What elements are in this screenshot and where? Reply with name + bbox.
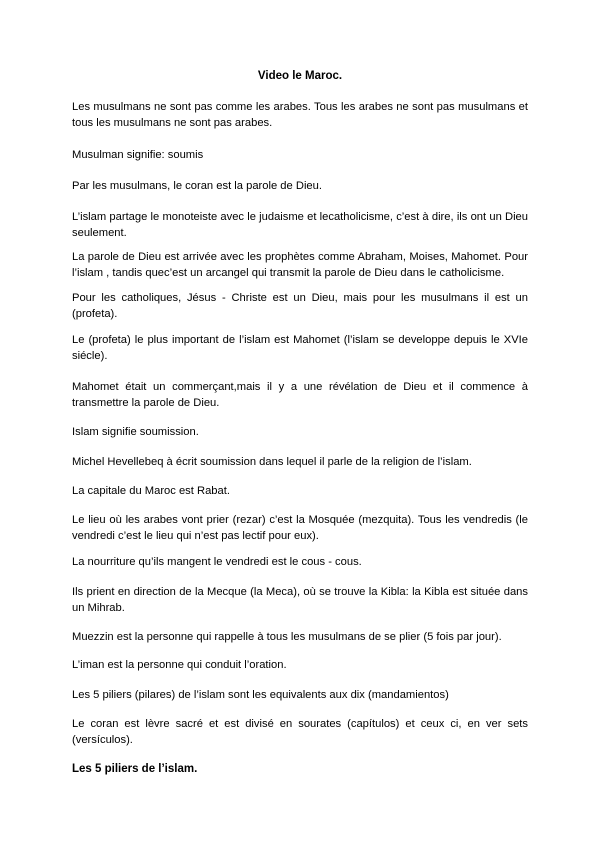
paragraph-13: La nourriture qu’ils mangent le vendredi est le cous - cous.: [72, 556, 362, 568]
paragraph-18: Le coran est lèvre sacré et est divisé en sourates (capítulos) et ceux ci, en ver sets (versículos).: [72, 718, 528, 746]
paragraph-12: Le lieu où les arabes vont prier (rezar) c’est la Mosquée (mezquita). Tous les vendredis (le vendredi c’est le lieu qui n’est pas lectif pour eux).: [72, 514, 528, 542]
paragraph-4: L’islam partage le monoteiste avec le judaisme et lecatholicisme, c’est à dire, ils ont un Dieu seulement.: [72, 211, 528, 239]
paragraph-15: Muezzin est la personne qui rappelle à tous les musulmans de se plier (5 fois par jour).: [72, 631, 502, 643]
paragraph-9: Islam signifie soumission.: [72, 426, 199, 438]
section-heading: Les 5 piliers de l’islam.: [72, 763, 198, 775]
paragraph-6: Pour les catholiques, Jésus - Christe est un Dieu, mais pour les musulmans il est un (profeta).: [72, 292, 528, 320]
paragraph-8: Mahomet était un commerçant,mais il y a une révélation de Dieu et il commence à transmettre la parole de Dieu.: [72, 381, 528, 409]
paragraph-17: Les 5 piliers (pilares) de l’islam sont les equivalents aux dix (mandamientos): [72, 689, 449, 701]
paragraph-1: Les musulmans ne sont pas comme les arabes. Tous les arabes ne sont pas musulmans et tous les musulmans ne sont pas arabes.: [72, 101, 528, 129]
paragraph-11: La capitale du Maroc est Rabat.: [72, 485, 230, 497]
paragraph-3: Par les musulmans, le coran est la parole de Dieu.: [72, 180, 322, 192]
paragraph-2: Musulman signifie: soumis: [72, 149, 204, 161]
paragraph-14: Ils prient en direction de la Mecque (la Meca), où se trouve la Kibla: la Kibla est située dans un Mihrab.: [72, 586, 528, 614]
paragraph-10: Michel Hevellebeq à écrit soumission dans lequel il parle de la religion de l’islam.: [72, 456, 472, 468]
paragraph-16: L’iman est la personne qui conduit l’oration.: [72, 659, 287, 671]
document-title: Video le Maroc.: [257, 70, 343, 82]
paragraph-5: La parole de Dieu est arrivée avec les prophètes comme Abraham, Moises, Mahomet. Pour l’islam , tandis quec’est un arcangel qui transmit la parole de Dieu dans le catholicisme.: [72, 251, 528, 279]
paragraph-7: Le (profeta) le plus important de l’islam est Mahomet (l’islam se developpe depuis le XVIe siécle).: [72, 334, 528, 362]
